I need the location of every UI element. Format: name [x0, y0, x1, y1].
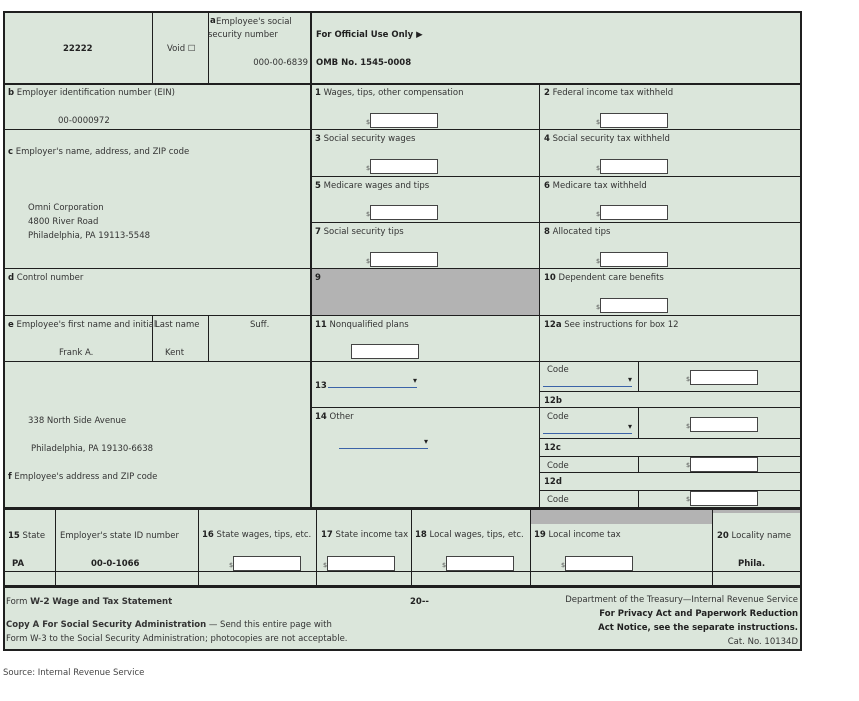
divider: [311, 129, 801, 130]
box-5-label: 5 Medicare wages and tips: [315, 181, 430, 191]
divider: [638, 361, 639, 392]
box-e-label: e Employee's first name and initial: [8, 320, 157, 330]
dollar-sign: $: [596, 210, 601, 218]
box-13-dropdown[interactable]: [328, 379, 417, 388]
divider: [539, 456, 801, 457]
suffix-label: Suff.: [250, 320, 270, 330]
dollar-sign: $: [323, 561, 328, 569]
ssn-value: 000-00-6839: [253, 58, 308, 68]
box-9-shaded: [312, 269, 539, 315]
box-7-input[interactable]: [370, 252, 438, 267]
box-19-input[interactable]: [565, 556, 633, 571]
form-title: Form W-2 Wage and Tax Statement: [6, 597, 173, 607]
form-year: 20--: [410, 597, 429, 607]
box-18-label: 18 Local wages, tips, etc.: [415, 530, 524, 540]
box-2-input[interactable]: [600, 113, 668, 128]
dollar-sign: $: [596, 303, 601, 311]
box-12a-code-label: Code: [547, 365, 569, 375]
state-value: PA: [12, 559, 25, 569]
employee-first-name: Frank A.: [59, 348, 94, 358]
dollar-sign: $: [442, 561, 447, 569]
box-b-label: b Employer identification number (EIN): [8, 88, 175, 98]
box-11-input[interactable]: [351, 344, 419, 359]
last-name-label: Last name: [155, 320, 200, 330]
box-20-label: 20 Locality name: [717, 531, 792, 541]
state-id-value: 00-0-1066: [91, 559, 140, 569]
box-16-label: 16 State wages, tips, etc.: [202, 530, 312, 540]
divider: [411, 510, 412, 586]
dollar-sign: $: [561, 561, 566, 569]
divider: [5, 585, 800, 588]
locality-value: Phila.: [738, 559, 766, 569]
box-f-label: f Employee's address and ZIP code: [8, 472, 158, 482]
official-use-label: For Official Use Only ▶: [316, 30, 423, 40]
employee-street: 338 North Side Avenue: [28, 416, 127, 426]
copy-line-1: Copy A For Social Security Administration — Send this entire page with: [6, 620, 332, 630]
box-12a-code-dropdown[interactable]: [543, 378, 632, 387]
divider: [539, 407, 801, 408]
omb-number: OMB No. 1545-0008: [316, 58, 412, 68]
divider: [316, 510, 317, 586]
privacy-line-2: Act Notice, see the separate instructions.: [598, 623, 798, 633]
box-12c-code-label: Code: [547, 461, 569, 471]
department-line: Department of the Treasury—Internal Revenue Service: [565, 595, 798, 605]
box-12b-code-dropdown[interactable]: [543, 425, 632, 434]
divider: [539, 490, 801, 491]
box-a-label: a: [210, 16, 216, 26]
box-19-label: 19 Local income tax: [534, 530, 621, 540]
dollar-sign: $: [596, 257, 601, 265]
divider: [5, 268, 311, 269]
state-id-label: Employer's state ID number: [60, 531, 179, 541]
employee-last-name: Kent: [165, 348, 185, 358]
employer-city: Philadelphia, PA 19113-5548: [28, 231, 151, 241]
box-1-label: 1 Wages, tips, other compensation: [315, 88, 464, 98]
box-18-input[interactable]: [446, 556, 514, 571]
divider: [638, 456, 639, 473]
divider: [311, 407, 540, 408]
form-code: 22222: [63, 44, 93, 54]
box-3-label: 3 Social security wages: [315, 134, 416, 144]
box-12a-label: 12a See instructions for box 12: [544, 320, 679, 330]
divider: [530, 510, 531, 586]
box-12d-amount-input[interactable]: [690, 491, 758, 506]
employer-street: 4800 River Road: [28, 217, 99, 227]
box-14-dropdown[interactable]: [339, 440, 428, 449]
box-9-label: 9: [315, 273, 321, 283]
dollar-sign: $: [366, 164, 371, 172]
divider: [208, 315, 209, 362]
divider: [712, 510, 713, 586]
divider: [539, 472, 801, 473]
box-8-label: 8 Allocated tips: [544, 227, 611, 237]
divider: [539, 391, 801, 392]
box-2-label: 2 Federal income tax withheld: [544, 88, 674, 98]
ein-value: 00-0000972: [58, 116, 110, 126]
divider: [5, 571, 800, 572]
box-1-input[interactable]: [370, 113, 438, 128]
source-caption: Source: Internal Revenue Service: [3, 668, 145, 678]
box-16-input[interactable]: [233, 556, 301, 571]
box-14-label: 14 Other: [315, 412, 354, 422]
box-12c-amount-input[interactable]: [690, 457, 758, 472]
privacy-line-1: For Privacy Act and Paperwork Reduction: [599, 609, 798, 619]
box-4-input[interactable]: [600, 159, 668, 174]
void-checkbox[interactable]: ☐: [187, 44, 196, 54]
dollar-sign: $: [596, 164, 601, 172]
box-6-input[interactable]: [600, 205, 668, 220]
box-17-input[interactable]: [327, 556, 395, 571]
dollar-sign: $: [686, 422, 691, 430]
box-12d-code-label: Code: [547, 495, 569, 505]
box-13-label: 13: [315, 381, 327, 391]
box-6-label: 6 Medicare tax withheld: [544, 181, 647, 191]
employee-city: Philadelphia, PA 19130-6638: [31, 444, 154, 454]
box-11-label: 11 Nonqualified plans: [315, 320, 409, 330]
dollar-sign: $: [366, 257, 371, 265]
divider: [5, 361, 311, 362]
divider: [638, 490, 639, 508]
box-12b-amount-input[interactable]: [690, 417, 758, 432]
divider: [5, 315, 311, 316]
box-10-input[interactable]: [600, 298, 668, 313]
divider: [311, 315, 801, 316]
divider: [311, 361, 801, 362]
divider: [539, 83, 540, 509]
box-17-label: 17 State income tax: [321, 530, 409, 540]
divider: [152, 13, 153, 85]
dollar-sign: $: [229, 561, 234, 569]
box-5-input[interactable]: [370, 205, 438, 220]
box-4-label: 4 Social security tax withheld: [544, 134, 670, 144]
box-12a-amount-input[interactable]: [690, 370, 758, 385]
shaded-area: [531, 510, 712, 524]
dollar-sign: $: [366, 210, 371, 218]
divider: [638, 407, 639, 439]
box-3-input[interactable]: [370, 159, 438, 174]
box-12b-code-label: Code: [547, 412, 569, 422]
box-c-label: c Employer's name, address, and ZIP code: [8, 147, 190, 157]
divider: [311, 222, 801, 223]
box-d-label: d Control number: [8, 273, 84, 283]
divider: [311, 176, 801, 177]
box-7-label: 7 Social security tips: [315, 227, 404, 237]
dollar-sign: $: [596, 118, 601, 126]
dollar-sign: $: [686, 461, 691, 469]
box-12b-label: 12b: [544, 396, 562, 406]
divider: [198, 510, 199, 586]
box-12d-label: 12d: [544, 477, 562, 487]
box-a-label-text: Employee's social security number: [208, 17, 292, 40]
copy-line-2: Form W-3 to the Social Security Administration; photocopies are not acceptable.: [6, 634, 348, 644]
catalog-number: Cat. No. 10134D: [727, 637, 798, 647]
dollar-sign: $: [366, 118, 371, 126]
employer-name: Omni Corporation: [28, 203, 104, 213]
box-15-label: 15 State: [8, 531, 46, 541]
divider: [310, 13, 312, 85]
divider: [5, 83, 800, 85]
divider: [539, 438, 801, 439]
dollar-sign: $: [686, 375, 691, 383]
box-12c-label: 12c: [544, 443, 561, 453]
divider: [55, 510, 56, 586]
divider: [5, 129, 311, 130]
dollar-sign: $: [686, 495, 691, 503]
w2-form: [3, 11, 802, 651]
box-10-label: 10 Dependent care benefits: [544, 273, 664, 283]
box-8-input[interactable]: [600, 252, 668, 267]
void-label: Void ☐: [167, 44, 196, 54]
shaded-area: [713, 510, 800, 513]
